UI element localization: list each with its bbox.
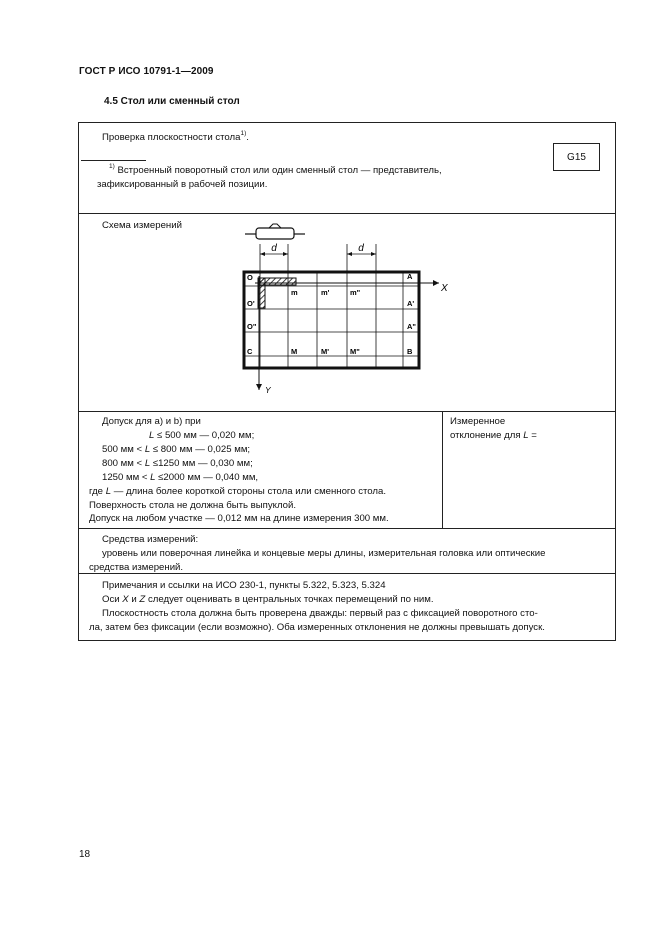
tolerance-row — [79, 412, 615, 529]
document-header: ГОСТ Р ИСО 10791-1—2009 — [79, 66, 214, 77]
footnote-line-1: $^{1)}$ Встроенный поворотный стол или один сменный стол — представитель, — [109, 163, 442, 176]
level-symbol-top — [269, 224, 281, 228]
point-label: O — [247, 273, 253, 282]
measurement-scheme-diagram — [79, 214, 615, 411]
point-label: m' — [321, 288, 330, 297]
measured-label-1: Измеренное — [450, 416, 506, 427]
point-label: M' — [321, 347, 330, 356]
point-label: m" — [350, 288, 361, 297]
point-label: M — [291, 347, 298, 356]
tools-line-2: средства измерений. — [89, 562, 184, 573]
check-title-row — [79, 123, 615, 214]
tolerance-line-1: Допуск для а) и b) при — [102, 416, 201, 427]
check-code-box: G15 — [553, 143, 600, 171]
y-axis-label: Y — [265, 385, 271, 395]
tolerance-divider — [442, 412, 443, 528]
notes-row — [79, 574, 615, 640]
notes-line-2: Оси X и Z следует оценивать в центральных точках перемещений по ним. — [102, 594, 434, 605]
tolerance-line-8: Допуск на любом участке — 0,012 мм на длине измерения 300 мм. — [89, 513, 389, 524]
level-symbol — [256, 228, 294, 239]
check-table — [78, 122, 616, 641]
notes-line-3: Плоскостность стола должна быть проверена дважды: первый раз с фиксацией поворотного сто- — [102, 608, 538, 619]
tolerance-line-7: Поверхность стола не должна быть выпуклой. — [89, 500, 297, 511]
tools-row — [79, 529, 615, 574]
tolerance-line-2: L ≤ 500 мм — 0,020 мм; — [149, 430, 255, 441]
scheme-row — [79, 214, 615, 412]
notes-line-1: Примечания и ссылки на ИСО 230-1, пункты 5.322, 5.323, 5.324 — [102, 580, 386, 591]
tools-title: Средства измерений: — [102, 534, 199, 545]
point-label: O' — [247, 299, 255, 308]
dimension-label-d-right: d — [358, 243, 364, 254]
tolerance-line-5: 1250 мм < L ≤2000 мм — 0,040 мм, — [102, 472, 259, 483]
point-label: A' — [407, 299, 415, 308]
point-label: A — [407, 272, 413, 281]
point-label: m — [291, 288, 298, 297]
scheme-title: Схема измерений — [102, 220, 182, 231]
section-title: 4.5 Стол или сменный стол — [104, 96, 240, 107]
check-title: Проверка плоскостности стола$^{1)}$. — [102, 130, 249, 143]
straightedge-vertical — [258, 278, 265, 308]
footnote-separator — [81, 160, 146, 161]
point-label: A" — [407, 322, 416, 331]
point-label: M" — [350, 347, 360, 356]
page-number: 18 — [79, 849, 91, 860]
x-axis-label: X — [441, 283, 448, 294]
dimension-label-d-left: d — [271, 243, 277, 254]
tolerance-line-4: 800 мм < L ≤1250 мм — 0,030 мм; — [102, 458, 253, 469]
point-label: B — [407, 347, 413, 356]
footnote-line-2: зафиксированный в рабочей позиции. — [97, 179, 268, 190]
point-label: O" — [247, 322, 257, 331]
notes-line-4: ла, затем без фиксации (если возможно). Оба измеренных отклонения не должны превышать допуск. — [89, 622, 545, 633]
tolerance-line-6: где L — длина более короткой стороны стола или сменного стола. — [89, 486, 387, 497]
measured-label-2: отклонение для L = — [450, 430, 537, 441]
tolerance-line-3: 500 мм < L ≤ 800 мм — 0,025 мм; — [102, 444, 251, 455]
tools-line-1: уровень или поверочная линейка и концевые меры длины, измерительная головка или оптические — [102, 548, 546, 559]
grid-lines — [244, 272, 419, 368]
point-label: C — [247, 347, 253, 356]
